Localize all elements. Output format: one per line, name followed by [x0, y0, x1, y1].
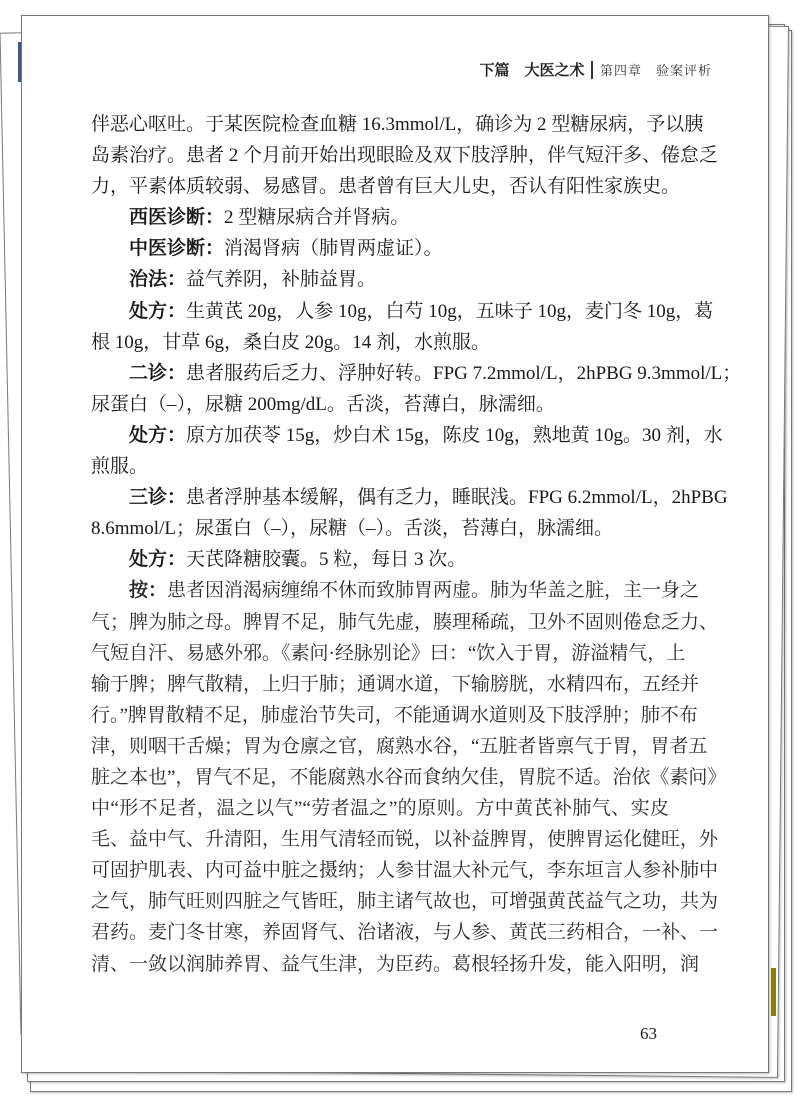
text-line: [91, 202, 669, 233]
text-line: [91, 700, 698, 731]
text-line: [91, 731, 708, 762]
paragraph-label: 西医诊断：: [129, 207, 225, 229]
line-text: 天芪降糖胶囊。5 粒，每日 3 次。: [186, 549, 467, 571]
text-line: [91, 513, 669, 544]
text-line: [91, 327, 669, 358]
paragraph-label: 处方：: [129, 300, 187, 322]
text-line: [91, 296, 714, 327]
paragraph: [91, 109, 719, 202]
body-text: [91, 109, 742, 980]
text-line: [91, 544, 669, 575]
text-line: [91, 140, 719, 171]
line-text: 消渴肾病（肺胃两虚证）。: [224, 238, 443, 260]
text-line: [91, 793, 669, 824]
paragraph: [91, 202, 669, 233]
line-text: 中“形不足者，温之以气”“劳者温之”的原则。方中黄芪补肺气、实皮: [91, 798, 669, 820]
line-text: 煎服。: [91, 456, 149, 478]
paragraph-label: 中医诊断：: [129, 238, 225, 260]
paragraph-label: 二诊：: [129, 362, 187, 384]
text-line: [91, 638, 686, 669]
text-line: [91, 917, 719, 948]
text-line: [91, 762, 727, 793]
text-line: [91, 358, 742, 389]
olive-edge-tab: [771, 968, 776, 1016]
running-header: [479, 59, 712, 80]
line-text: 输于脾；脾气散精，上归于肺；通调水道，下输膀胱，水精四布，五经并: [91, 673, 700, 695]
paragraph: [91, 296, 714, 358]
paragraph: [91, 420, 723, 482]
text-line: [91, 669, 700, 700]
line-text: 岛素治疗。患者 2 个月前开始出现眼睑及双下肢浮肿，伴气短汗多、倦怠乏: [91, 145, 719, 167]
paragraph-label: 处方：: [129, 424, 187, 446]
line-text: 患者浮肿基本缓解，偶有乏力，睡眠浅。FPG 6.2mmol/L，2hPBG: [186, 487, 728, 509]
line-text: 清、一敛以润肺养胃、益气生津，为臣药。葛根轻扬升发，能入阳明，润: [91, 953, 700, 975]
line-text: 之气，肺气旺则四脏之气皆旺，肺主诸气故也，可增强黄芪益气之功，共为: [91, 891, 719, 913]
header-chapter-title: 第四章 验案评析: [599, 63, 712, 78]
line-text: 原方加茯苓 15g，炒白术 15g，陈皮 10g，熟地黄 10g。30 剂，水: [186, 424, 723, 446]
line-text: 可固护肌表、内可益中脏之摄纳；人参甘温大补元气，李东垣言人参补肺中: [91, 860, 719, 882]
line-text: 益气养阴，补肺益胃。: [186, 269, 377, 291]
line-text: 伴恶心呕吐。于某医院检查血糖 16.3mmol/L，确诊为 2 型糖尿病，予以胰: [91, 114, 704, 135]
header-part-title: 下篇 大医之术: [479, 62, 585, 79]
paragraph-label: 处方：: [129, 549, 187, 571]
paragraph-label: 治法：: [129, 269, 187, 291]
line-text: 力，平素体质较弱、易感冒。患者曾有巨大儿史，否认有阳性家族史。: [91, 176, 681, 198]
line-text: 患者因消渴病缠绵不休而致肺胃两虚。肺为华盖之脏，主一身之: [167, 580, 700, 602]
page-number: 63: [640, 1024, 657, 1043]
line-text: 生黄芪 20g，人参 10g，白芍 10g，五味子 10g，麦门冬 10g，葛: [186, 300, 714, 322]
text-line: [91, 824, 719, 855]
line-text: 毛、益中气、升清阳，生用气清轻而锐，以补益脾胃，使脾胃运化健旺，外: [91, 829, 719, 851]
paragraph: [91, 233, 669, 264]
text-line: [91, 171, 681, 202]
text-line: [91, 855, 719, 886]
paragraph: [91, 482, 728, 544]
text-line: [91, 949, 700, 980]
paragraph: [91, 358, 742, 420]
paragraph-label: 按：: [129, 580, 168, 602]
header-divider: [591, 61, 593, 79]
line-text: 行。”脾胃散精不足，肺虚治节失司，不能通调水道则及下肢浮肿；肺不布: [91, 704, 698, 726]
text-line: [91, 109, 704, 140]
text-line: [91, 886, 719, 917]
line-text: 脏之本也”，胃气不足，不能腐熟水谷而食纳欠佳，胃脘不适。治依《素问》: [91, 766, 727, 788]
line-text: 根 10g，甘草 6g，桑白皮 20g。14 剂，水煎服。: [91, 331, 491, 353]
line-text: 患者服药后乏力、浮肿好转。FPG 7.2mmol/L，2hPBG 9.3mmol/L；: [186, 362, 742, 384]
text-line: [91, 607, 719, 638]
line-text: 君药。麦门冬甘寒，养固肾气、治诸液，与人参、黄芪三药相合，一补、一: [91, 922, 719, 944]
text-line: [91, 264, 669, 295]
line-text: 津，则咽干舌燥；胃为仓廪之官，腐熟水谷，“五脏者皆禀气于胃，胃者五: [91, 735, 708, 757]
line-text: 8.6mmol/L；尿蛋白（–），尿糖（–）。舌淡，苔薄白，脉濡细。: [91, 518, 613, 540]
paragraph-label: 三诊：: [129, 487, 187, 509]
text-line: [91, 389, 669, 420]
line-text: 气短自汗、易感外邪。《素问·经脉别论》曰：“饮入于胃，游溢精气，上: [91, 642, 686, 664]
text-line: [91, 575, 700, 606]
text-line: [91, 482, 728, 513]
paragraph: [91, 264, 669, 295]
text-line: [91, 451, 669, 482]
commentary-paragraph: [91, 575, 727, 979]
paragraph: [91, 544, 669, 575]
text-line: [91, 420, 723, 451]
line-text: 气；脾为肺之母。脾胃不足，肺气先虚，腠理稀疏，卫外不固则倦怠乏力、: [91, 611, 719, 633]
line-text: 2 型糖尿病合并肾病。: [224, 207, 410, 229]
line-text: 尿蛋白（–），尿糖 200mg/dL。舌淡，苔薄白，脉濡细。: [91, 393, 555, 415]
text-line: [91, 233, 669, 264]
